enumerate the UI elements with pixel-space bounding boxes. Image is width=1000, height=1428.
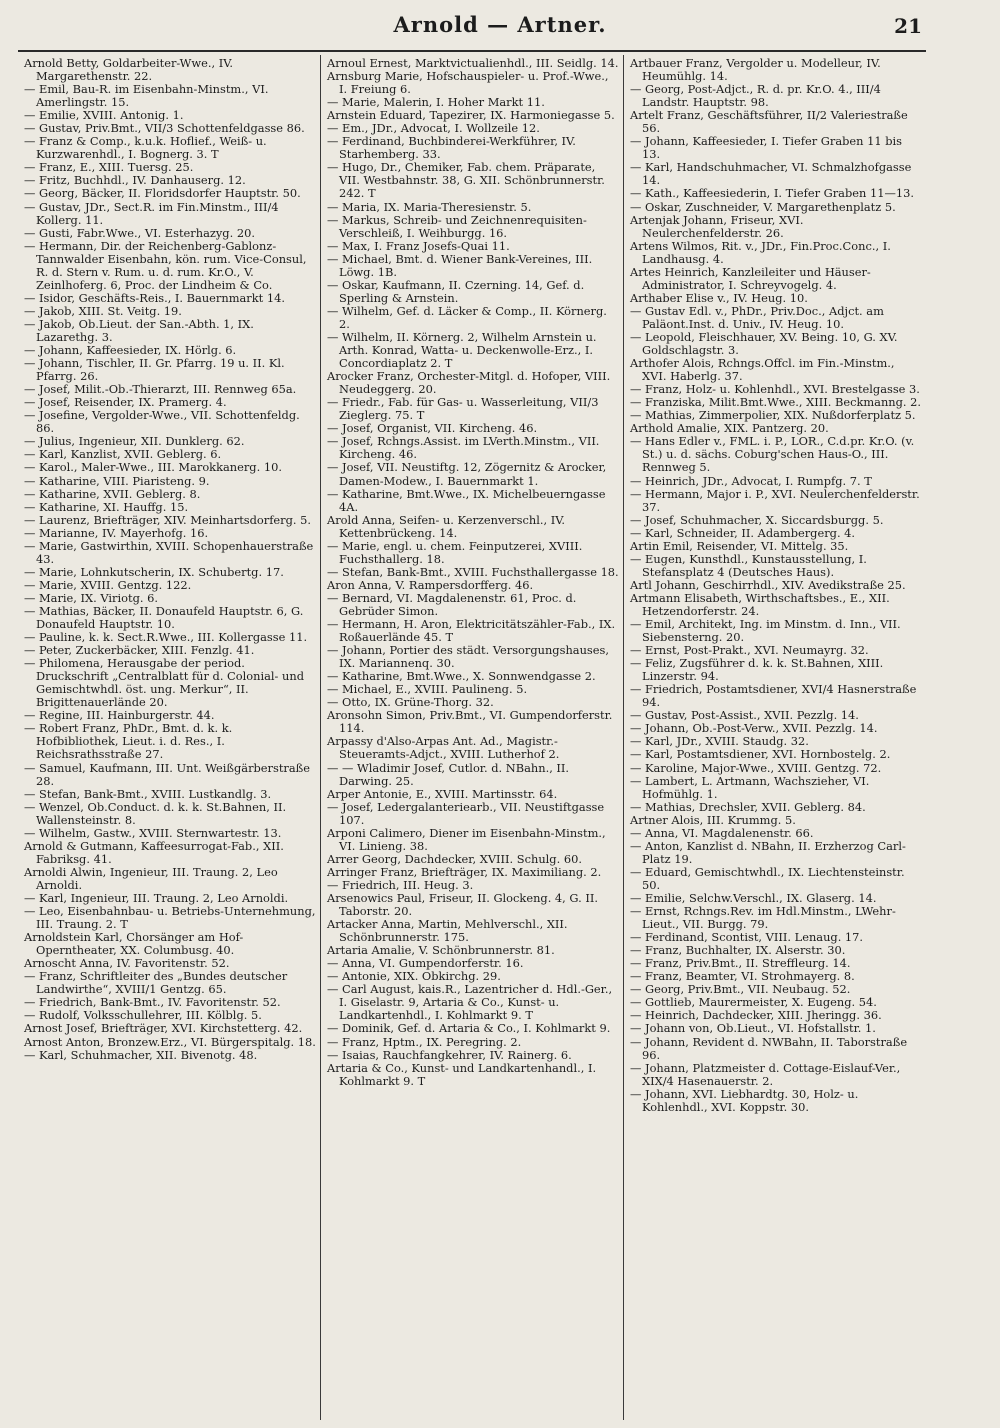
directory-entry: — Josef, Organist, VII. Kircheng. 46. [327,421,538,436]
directory-entry: — Friedrich, Postamtsdiener, XVI/4 Hasnerstraße 94. [630,682,917,710]
directory-entry: — Maria, IX. Maria-Theresienstr. 5. [327,199,532,214]
directory-entry: — Johann, Tischler, II. Gr. Pfarrg. 19 u. II. Kl. Pfarrg. 26. [24,356,285,384]
directory-entry: — Stefan, Bank-Bmt., XVIII. Fuchsthallergasse 18. [327,564,619,579]
directory-entry: — Hugo, Dr., Chemiker, Fab. chem. Präparate, VII. Westbahnstr. 38, G. XII. Schönbrunnerstr. 242. T [327,160,605,201]
directory-entry: — Regine, III. Hainburgerstr. 44. [24,708,215,723]
directory-entry: Artmann Elisabeth, Wirthschaftsbes., E., XII. Hetzendorferstr. 24. [630,590,890,618]
directory-entry: — Laurenz, Briefträger, XIV. Meinhartsdorferg. 5. [24,512,312,527]
directory-entry: Arringer Franz, Briefträger, IX. Maximiliang. 2. [327,864,602,879]
directory-entry: — Lambert, L. Artmann, Wachszieher, VI. Hofmühlg. 1. [630,773,870,801]
directory-entry: — Friedrich, III. Heug. 3. [327,877,474,892]
directory-entry: — Marie, XVIII. Gentzg. 122. [24,577,192,592]
directory-entry: — Hermann, Major i. P., XVI. Neulerchenfelderstr. 37. [630,486,920,514]
directory-entry: — Ferdinand, Scontist, VIII. Lenaug. 17. [630,930,864,945]
directory-entry: — Heinrich, JDr., Advocat, I. Rumpfg. 7. T [630,473,872,488]
directory-entry: — Fritz, Buchhdl., IV. Danhauserg. 12. [24,173,246,188]
directory-entry: — Hans Edler v., FML. i. P., LOR., C.d.pr. Kr.O. (v. St.) u. d. sächs. Coburg'schen Haus-O., III. Rennweg 5. [630,434,915,475]
directory-entry: — — Wladimir Josef, Cutlor. d. NBahn., II. Darwing. 25. [327,760,570,788]
directory-entry: — Julius, Ingenieur, XII. Dunklerg. 62. [24,434,245,449]
directory-entry: — Marie, IX. Viriotg. 6. [24,590,158,605]
directory-entry: — Mathias, Bäcker, II. Donaufeld Hauptstr. 6, G. Donaufeld Hauptstr. 10. [24,603,304,632]
directory-entry: Arnoscht Anna, IV. Favoritenstr. 52. [24,956,230,971]
directory-entry: — Leopold, Fleischhauer, XV. Being. 10, G. XV. Goldschlagstr. 3. [630,329,898,358]
directory-entry: — Georg, Bäcker, II. Floridsdorfer Hauptstr. 50. [24,186,301,201]
directory-entry: — Franz & Comp., k.u.k. Hoflief., Weiß- u. Kurzwarenhdl., I. Bognerg. 3. T [24,134,267,162]
directory-entry: — Hermann, Dir. der Reichenberg-Gablonz-Tannwalder Eisenbahn, kön. rum. Vice-Consul, R. d. Stern v. Rum. u. d. rum. Kr.O., V. Zeinlhoferg. 6, Proc. der Lindheim & Co. [24,238,307,292]
directory-entry: — Karoline, Major-Wwe., XVIII. Gentzg. 72. [630,760,882,775]
directory-entry: Arthold Amalie, XIX. Pantzerg. 20. [630,421,829,436]
directory-entry: Arper Antonie, E., XVIII. Martinsstr. 64. [327,786,558,801]
directory-entry: — Franz, Beamter, VI. Strohmayerg. 8. [630,969,855,984]
directory-entry: — Heinrich, Dachdecker, XIII. Jheringg. 36. [630,1008,882,1023]
directory-entry: Arnoldi Alwin, Ingenieur, III. Traung. 2, Leo Arnoldi. [24,864,278,892]
directory-entry: — Gustav, JDr., Sect.R. im Fin.Minstm., III/4 Kollerg. 11. [24,199,279,227]
directory-entry: Arponi Calimero, Diener im Eisenbahn-Minstm., VI. Linieng. 38. [327,825,606,853]
directory-entry: — Karl, Handschuhmacher, VI. Schmalzhofgasse 14. [630,160,912,188]
directory-entry: Arnsburg Marie, Hofschauspieler- u. Prof.-Wwe., I. Freiung 6. [327,69,609,97]
directory-entry: — Karl, JDr., XVIII. Staudg. 32. [630,734,809,749]
directory-entry: — Josef, Schuhmacher, X. Siccardsburgg. 5. [630,512,884,527]
directory-entry: — Marianne, IV. Mayerhofg. 16. [24,525,209,540]
directory-entry: Arthofer Alois, Rchngs.Offcl. im Fin.-Minstm., XVI. Haberlg. 37. [630,356,895,384]
directory-entry: Arocker Franz, Orchester-Mitgl. d. Hofoper, VIII. Neudeggerg. 20. [327,369,611,397]
directory-entry: — Gustav, Post-Assist., XVII. Pezzlg. 14. [630,708,859,723]
directory-entry: Arnold & Gutmann, Kaffeesurrogat-Fab., XII. Fabriksg. 41. [24,838,284,866]
directory-entry: — Gustav Edl. v., PhDr., Priv.Doc., Adjct. am Paläont.Inst. d. Univ., IV. Heug. 10. [630,303,884,331]
directory-entry: Artaria Amalie, V. Schönbrunnerstr. 81. [327,943,555,958]
directory-entry: — Peter, Zuckerbäcker, XIII. Fenzlg. 41. [24,643,255,658]
column-middle [320,55,623,1420]
directory-entry: — Dominik, Gef. d. Artaria & Co., I. Kohlmarkt 9. [327,1021,611,1036]
directory-entry: — Emil, Bau-R. im Eisenbahn-Minstm., VI. Amerlingstr. 15. [24,82,269,110]
directory-entry: Artes Heinrich, Kanzleileiter und Häuser-Administrator, I. Schreyvogelg. 4. [630,264,871,292]
directory-entry: — Johann, Revident d. NWBahn, II. Taborstraße 96. [630,1034,908,1062]
directory-entry: — Marie, Gastwirthin, XVIII. Schopenhauerstraße 43. [24,538,314,566]
directory-entry: — Hermann, H. Aron, Elektricitätszähler-Fab., IX. Roßauerlände 45. T [327,617,616,645]
directory-entry: — Kath., Kaffeesiederin, I. Tiefer Graben 11—13. [630,186,914,201]
directory-entry: — Em., JDr., Advocat, I. Wollzeile 12. [327,121,540,136]
directory-entry: Aronsohn Simon, Priv.Bmt., VI. Gumpendorferstr. 114. [327,708,613,736]
directory-entry: — Anton, Kanzlist d. NBahn, II. Erzherzog Carl-Platz 19. [630,838,906,866]
directory-entry: — Mathias, Drechsler, XVII. Geblerg. 84. [630,799,866,814]
directory-entry: — Josef, Rchngs.Assist. im LVerth.Minstm., VII. Kircheng. 46. [327,434,600,462]
directory-entry: Aron Anna, V. Rampersdorfferg. 46. [327,577,534,592]
directory-entry: — Markus, Schreib- und Zeichnenrequisiten-Verschleiß, I. Weihburgg. 16. [327,212,587,240]
directory-entry: — Anna, VI. Magdalenenstr. 66. [630,825,814,840]
directory-entry: — Wilhelm, Gef. d. Läcker & Comp., II. Körnerg. 2. [327,303,607,331]
directory-entry: Arpassy d'Also-Arpas Ant. Ad., Magistr.-Steueramts-Adjct., XVIII. Lutherhof 2. [327,734,560,762]
directory-entry: — Johann, XVI. Liebhardtg. 30, Holz- u. Kohlenhdl., XVI. Koppstr. 30. [630,1086,859,1114]
directory-entry: — Karl, Ingenieur, III. Traung. 2, Leo Arnoldi. [24,891,289,905]
directory-entry: — Franz, Schriftleiter des „Bundes deutscher Landwirthe“, XVIII/1 Gentzg. 65. [24,969,288,997]
directory-entry: — Oskar, Zuschneider, V. Margarethenplatz 5. [630,199,896,214]
directory-entry: — Marie, Malerin, I. Hoher Markt 11. [327,95,545,110]
directory-entry: — Philomena, Herausgabe der period. Druckschrift „Centralblatt für d. Colonial- und Gemischtwhdl. öst. ung. Merkur“, II. Brigittenauerlände 20. [24,656,304,710]
directory-entry: — Josef, VII. Neustiftg. 12, Zögernitz & Arocker, Damen-Modew., I. Bauernmarkt 1. [327,460,607,488]
directory-entry: — Katharine, VIII. Piaristeng. 9. [24,473,210,488]
directory-entry: Arold Anna, Seifen- u. Kerzenverschl., IV. Kettenbrückeng. 14. [327,512,566,540]
directory-entry: — Anna, VI. Gumpendorferstr. 16. [327,956,524,971]
directory-entry: — Jakob, Ob.Lieut. der San.-Abth. 1, IX. Lazarethg. 3. [24,316,254,344]
directory-entry: — Josefine, Vergolder-Wwe., VII. Schottenfeldg. 86. [24,408,300,436]
directory-entry: — Josef, Ledergalanteriearb., VII. Neustiftgasse 107. [327,799,605,827]
directory-entry: — Robert Franz, PhDr., Bmt. d. k. k. Hofbibliothek, Lieut. i. d. Res., I. Reichsrathsstraße 27. [24,721,233,762]
directory-entry: — Gustav, Priv.Bmt., VII/3 Schottenfeldgasse 86. [24,121,305,136]
directory-entry: Artelt Franz, Geschäftsführer, II/2 Valeriestraße 56. [630,108,908,136]
directory-entry: — Georg, Priv.Bmt., VII. Neubaug. 52. [630,982,851,997]
directory-entry: — Samuel, Kaufmann, III. Unt. Weißgärberstraße 28. [24,760,311,788]
directory-entry: — Rudolf, Volksschullehrer, III. Kölblg. 5. [24,1008,262,1023]
directory-entry: — Isidor, Geschäfts-Reis., I. Bauernmarkt 14. [24,290,285,305]
directory-entry: Artbauer Franz, Vergolder u. Modelleur, IV. Heumühlg. 14. [630,56,881,84]
directory-entry: — Katharine, XVII. Geblerg. 8. [24,486,201,501]
directory-entry: Arnold Betty, Goldarbeiter-Wwe., IV. Margarethenstr. 22. [24,56,234,84]
directory-entry: — Emilie, XVIII. Antonig. 1. [24,108,184,123]
page-number: 21 [894,14,922,38]
page-header [0,12,1000,46]
directory-entry: — Wilhelm, II. Körnerg. 2, Wilhelm Arnstein u. Arth. Konrad, Watta- u. Deckenwolle-Erz., I. Concordiaplatz 2. T [327,329,597,371]
directory-entry: — Jakob, XIII. St. Veitg. 19. [24,303,182,318]
directory-entry: Artens Wilmos, Rit. v., JDr., Fin.Proc.Conc., I. Landhausg. 4. [630,238,891,266]
directory-entry: — Michael, Bmt. d. Wiener Bank-Vereines, III. Löwg. 1B. [327,251,593,279]
directory-entry: Arthaber Elise v., IV. Heug. 10. [630,290,808,305]
directory-entry: — Mathias, Zimmerpolier, XIX. Nußdorferplatz 5. [630,408,916,423]
directory-entry: — Carl August, kais.R., Lazentricher d. Hdl.-Ger., I. Giselastr. 9, Artaria & Co., Kunst- u. Landkartenhdl., I. Kohlmarkt 9. T [327,982,613,1023]
directory-entry: — Leo, Eisenbahnbau- u. Betriebs-Unternehmung, III. Traung. 2. T [24,904,316,932]
directory-entry: — Marie, engl. u. chem. Feinputzerei, XVIII. Fuchsthallerg. 18. [327,538,583,566]
header-rule [18,50,926,52]
directory-entry: — Ernst, Post-Prakt., XVI. Neumayrg. 32. [630,643,869,658]
directory-entry: — Ferdinand, Buchbinderei-Werkführer, IV. Starhemberg. 33. [327,134,576,162]
directory-entry: Artaria & Co., Kunst- und Landkartenhandl., I. Kohlmarkt 9. T [327,1060,597,1088]
directory-entry: — Karol., Maler-Wwe., III. Marokkanerg. 10. [24,460,282,475]
directory-entry: — Josef, Reisender, IX. Pramerg. 4. [24,395,227,410]
directory-entry: Artacker Anna, Martin, Mehlverschl., XII. Schönbrunnerstr. 175. [327,917,568,945]
directory-entry: Arnoul Ernest, Marktvictualienhdl., III. Seidlg. 14. [327,56,619,70]
directory-entry: — Johann, Kaffeesieder, IX. Hörlg. 6. [24,343,237,358]
directory-entry: — Gottlieb, Maurermeister, X. Eugeng. 54. [630,995,877,1010]
directory-entry: — Franz, Hptm., IX. Peregring. 2. [327,1034,522,1049]
directory-entry: — Franziska, Milit.Bmt.Wwe., XIII. Beckmanng. 2. [630,395,922,410]
directory-entry: — Wenzel, Ob.Conduct. d. k. k. St.Bahnen, II. Wallensteinstr. 8. [24,799,287,827]
directory-entry: — Franz, E., XIII. Tuersg. 25. [24,160,194,175]
directory-entry: — Franz, Buchhalter, IX. Alserstr. 30. [630,943,846,958]
directory-entry: — Eugen, Kunsthdl., Kunstausstellung, I. Stefansplatz 4 (Deutsches Haus). [630,551,867,579]
directory-entry: Artin Emil, Reisender, VI. Mittelg. 35. [630,538,849,553]
directory-entry: — Max, I. Franz Josefs-Quai 11. [327,238,510,253]
directory-entry: — Eduard, Gemischtwhdl., IX. Liechtensteinstr. 50. [630,864,905,892]
directory-entry: — Johann von, Ob.Lieut., VI. Hofstallstr. 1. [630,1021,876,1036]
directory-entry: — Johann, Platzmeister d. Cottage-Eislauf-Ver., XIX/4 Hasenauerstr. 2. [630,1060,901,1088]
directory-entry: Arnost Anton, Bronzew.Erz., VI. Bürgerspitalg. 18. [24,1034,316,1049]
directory-entry: — Karl, Schneider, II. Adambergerg. 4. [630,525,856,540]
directory-entry: — Friedr., Fab. für Gas- u. Wasserleitung, VII/3 Zieglerg. 75. T [327,395,599,423]
directory-entry: — Katharine, XI. Hauffg. 15. [24,499,189,514]
directory-entry: Arrer Georg, Dachdecker, XVIII. Schulg. 60. [327,851,582,866]
directory-entry: — Karl, Kanzlist, XVII. Geblerg. 6. [24,447,222,462]
column-left [18,55,320,1420]
directory-entry: — Friedrich, Bank-Bmt., IV. Favoritenstr. 52. [24,995,281,1010]
directory-entry: — Karl, Schuhmacher, XII. Bivenotg. 48. [24,1047,258,1062]
directory-entry: — Emilie, Selchw.Verschl., IX. Glaserg. 14. [630,891,877,905]
directory-entry: Arnost Josef, Briefträger, XVI. Kirchstetterg. 42. [24,1021,303,1036]
directory-entry: — Franz, Priv.Bmt., II. Streffleurg. 14. [630,956,851,971]
directory-entry: — Feliz, Zugsführer d. k. k. St.Bahnen, XIII. Linzerstr. 94. [630,656,884,684]
directory-entry: Arnoldstein Karl, Chorsänger am Hof-Operntheater, XX. Columbusg. 40. [24,930,244,958]
directory-entry: — Pauline, k. k. Sect.R.Wwe., III. Kollergasse 11. [24,630,308,645]
directory-entry: — Katharine, Bmt.Wwe., X. Sonnwendgasse 2. [327,669,596,684]
directory-entry: — Karl, Postamtsdiener, XVI. Hornbostelg. 2. [630,747,891,762]
directory-entry: Arsenowics Paul, Friseur, II. Glockeng. 4, G. II. Taborstr. 20. [327,891,598,919]
directory-entry: — Marie, Lohnkutscherin, IX. Schubertg. 17. [24,564,284,579]
directory-entry: — Johann, Portier des städt. Versorgungshauses, IX. Mariannenq. 30. [327,643,609,671]
directory-entry: — Isaias, Rauchfangkehrer, IV. Rainerg. 6. [327,1047,572,1062]
directory-entry: — Oskar, Kaufmann, II. Czerning. 14, Gef. d. Sperling & Arnstein. [327,277,585,305]
directory-entry: — Wilhelm, Gastw., XVIII. Sternwartestr. 13. [24,825,282,840]
directory-entry: — Bernard, VI. Magdalenenstr. 61, Proc. d. Gebrüder Simon. [327,590,577,618]
directory-entry: — Johann, Ob.-Post-Verw., XVII. Pezzlg. 14. [630,721,878,736]
column-right [623,55,926,1420]
entries-columns [18,55,926,1420]
running-title: Arnold — Artner. [393,12,607,37]
directory-entry: — Otto, IX. Grüne-Thorg. 32. [327,695,494,710]
directory-entry: — Antonie, XIX. Obkirchg. 29. [327,969,501,984]
directory-entry: — Johann, Kaffeesieder, I. Tiefer Graben 11 bis 13. [630,134,903,162]
directory-entry: Artl Johann, Geschirrhdl., XIV. Avedikstraße 25. [630,577,906,592]
directory-entry: — Katharine, Bmt.Wwe., IX. Michelbeuerngasse 4A. [327,486,606,514]
directory-entry: — Michael, E., XVIII. Paulineng. 5. [327,682,528,697]
directory-entry: — Franz, Holz- u. Kohlenhdl., XVI. Brestelgasse 3. [630,382,920,397]
directory-entry: Arnstein Eduard, Tapezirer, IX. Harmoniegasse 5. [327,108,615,123]
directory-entry: — Georg, Post-Adjct., R. d. pr. Kr.O. 4., III/4 Landstr. Hauptstr. 98. [630,82,881,110]
directory-entry: Artenjak Johann, Friseur, XVI. Neulerchenfelderstr. 26. [630,212,804,240]
directory-entry: — Emil, Architekt, Ing. im Minstm. d. Inn., VII. Siebensterng. 20. [630,617,901,645]
directory-entry: — Ernst, Rchngs.Rev. im Hdl.Minstm., LWehr-Lieut., VII. Burgg. 79. [630,904,896,932]
directory-entry: Artner Alois, III. Krummg. 5. [630,812,796,827]
directory-entry: — Gusti, Fabr.Wwe., VI. Esterhazyg. 20. [24,225,255,240]
directory-entry: — Stefan, Bank-Bmt., XVIII. Lustkandlg. 3. [24,786,272,801]
directory-entry: — Josef, Milit.-Ob.-Thierarzt, III. Rennweg 65a. [24,382,297,397]
